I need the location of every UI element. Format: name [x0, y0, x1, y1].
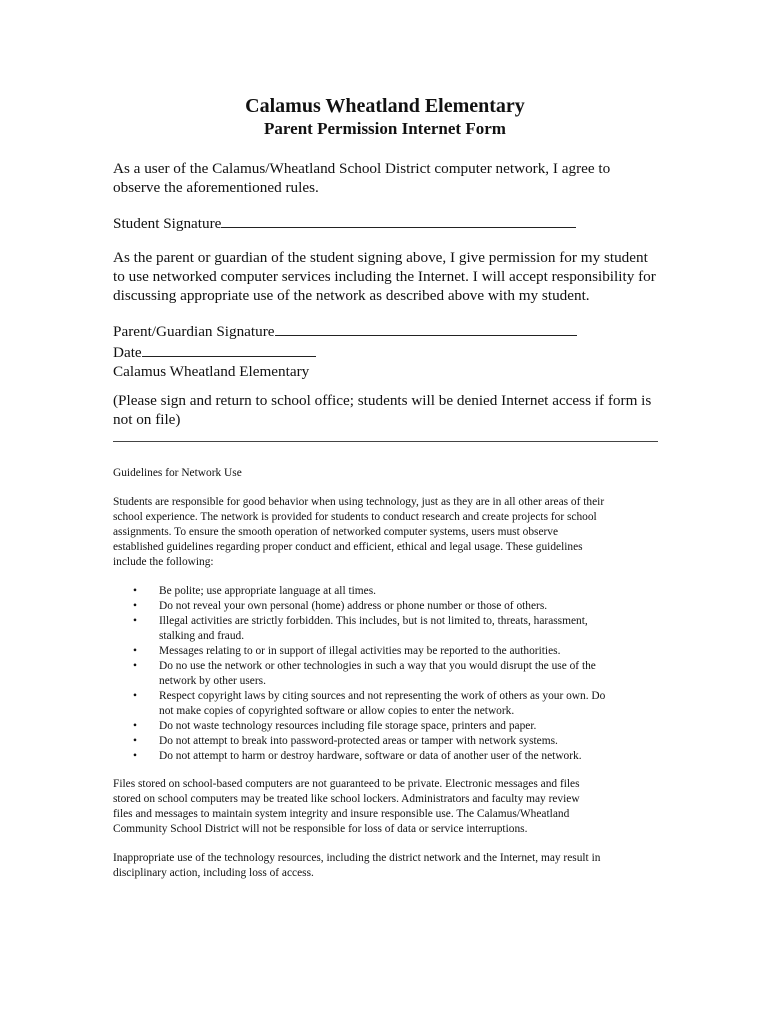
bullet-item: [113, 689, 663, 719]
parent-signature-row: [113, 320, 663, 341]
parent-statement-line: discussing appropriate use of the network as described above with my student.: [113, 287, 590, 304]
guidelines-intro-line: Students are responsible for good behavior when using technology, just as they are in all other areas of their: [113, 496, 605, 508]
privacy-line: stored on school computers may be treated like school lockers. Administrators and faculty may review: [113, 793, 580, 805]
bullet-text: Illegal activities are strictly forbidden. This includes, but is not limited to, threats, harassment,: [159, 615, 588, 627]
bullet-text: Do not attempt to harm or destroy hardware, software or data of another user of the network.: [159, 750, 582, 762]
agreement-line: As a user of the Calamus/Wheatland School District computer network, I agree to: [113, 160, 611, 177]
school-name: Calamus Wheatland Elementary: [113, 363, 310, 380]
parent-signature-line[interactable]: [275, 320, 577, 336]
consequences-line: Inappropriate use of the technology resources, including the district network and the Internet, may result in: [113, 852, 601, 864]
date-row: [113, 341, 663, 362]
privacy-line: Community School District will not be responsible for loss of data or service interruptions.: [113, 823, 528, 835]
bullet-marker: •: [133, 660, 137, 672]
student-signature-row: [113, 212, 663, 233]
date-line[interactable]: [142, 341, 316, 357]
bullet-marker: •: [133, 615, 137, 627]
parent-statement-line: As the parent or guardian of the student signing above, I give permission for my student: [113, 249, 648, 266]
parent-signature-block: [113, 320, 663, 381]
bullet-marker: •: [133, 645, 137, 657]
consequences-paragraph: [113, 851, 663, 881]
guidelines-intro-line: established guidelines regarding proper conduct and efficient, ethical and legal usage. These guidelines: [113, 541, 583, 553]
date-label: Date: [113, 344, 142, 361]
guidelines-bullet-list: [113, 584, 663, 764]
section-divider: [113, 441, 658, 442]
bullet-item: [113, 599, 663, 614]
return-note-line: (Please sign and return to school office; students will be denied Internet access if form is: [113, 392, 652, 409]
bullet-marker: •: [133, 600, 137, 612]
guidelines-heading: Guidelines for Network Use: [113, 467, 242, 479]
parent-signature-label: Parent/Guardian Signature: [113, 323, 275, 340]
privacy-line: Files stored on school-based computers are not guaranteed to be private. Electronic messages and files: [113, 778, 580, 790]
bullet-text: Be polite; use appropriate language at all times.: [159, 585, 376, 597]
bullet-text: Do not attempt to break into password-protected areas or tamper with network systems.: [159, 735, 558, 747]
form-subtitle: Parent Permission Internet Form: [264, 119, 506, 138]
guidelines-intro-line: assignments. To ensure the smooth operation of networked computer systems, users must observe: [113, 526, 559, 538]
bullet-text: Do not waste technology resources including file storage space, printers and paper.: [159, 720, 537, 732]
guidelines-intro-line: include the following:: [113, 556, 214, 568]
bullet-item: [113, 614, 663, 644]
bullet-text: not make copies of copyrighted software or allow copies to enter the network.: [159, 705, 515, 717]
bullet-item: [113, 644, 663, 659]
bullet-text: Messages relating to or in support of illegal activities may be reported to the authorities.: [159, 645, 561, 657]
bullet-marker: •: [133, 585, 137, 597]
page-title: Calamus Wheatland Elementary: [245, 95, 525, 117]
bullet-item: [113, 734, 663, 749]
student-signature-label: Student Signature: [113, 215, 222, 232]
bullet-text: Do no use the network or other technologies in such a way that you would disrupt the use of the: [159, 660, 596, 672]
bullet-marker: •: [133, 735, 137, 747]
student-signature-line[interactable]: [221, 212, 576, 228]
bullet-text: Do not reveal your own personal (home) address or phone number or those of others.: [159, 600, 548, 612]
bullet-text: network by other users.: [159, 675, 266, 687]
bullet-item: [113, 584, 663, 599]
guidelines-intro: [113, 495, 663, 570]
bullet-item: [113, 719, 663, 734]
bullet-item: [113, 749, 663, 764]
parent-statement-paragraph: [113, 248, 663, 305]
bullet-marker: •: [133, 750, 137, 762]
agreement-line: observe the aforementioned rules.: [113, 179, 319, 196]
guidelines-intro-line: school experience. The network is provided for students to conduct research and create projects for school: [113, 511, 597, 523]
consequences-line: disciplinary action, including loss of access.: [113, 867, 314, 879]
bullet-text: Respect copyright laws by citing sources and not representing the work of others as your own. Do: [159, 690, 606, 702]
bullet-text: stalking and fraud.: [159, 630, 245, 642]
agreement-paragraph: [113, 159, 663, 197]
bullet-marker: •: [133, 690, 137, 702]
return-note: [113, 391, 663, 429]
privacy-line: files and messages to maintain system integrity and insure responsible use. The Calamus/Wheatland: [113, 808, 570, 820]
bullet-item: [113, 659, 663, 689]
parent-statement-line: to use networked computer services including the Internet. I will accept responsibility for: [113, 268, 656, 285]
bullet-marker: •: [133, 720, 137, 732]
privacy-paragraph: [113, 777, 663, 837]
return-note-line: not on file): [113, 411, 181, 428]
